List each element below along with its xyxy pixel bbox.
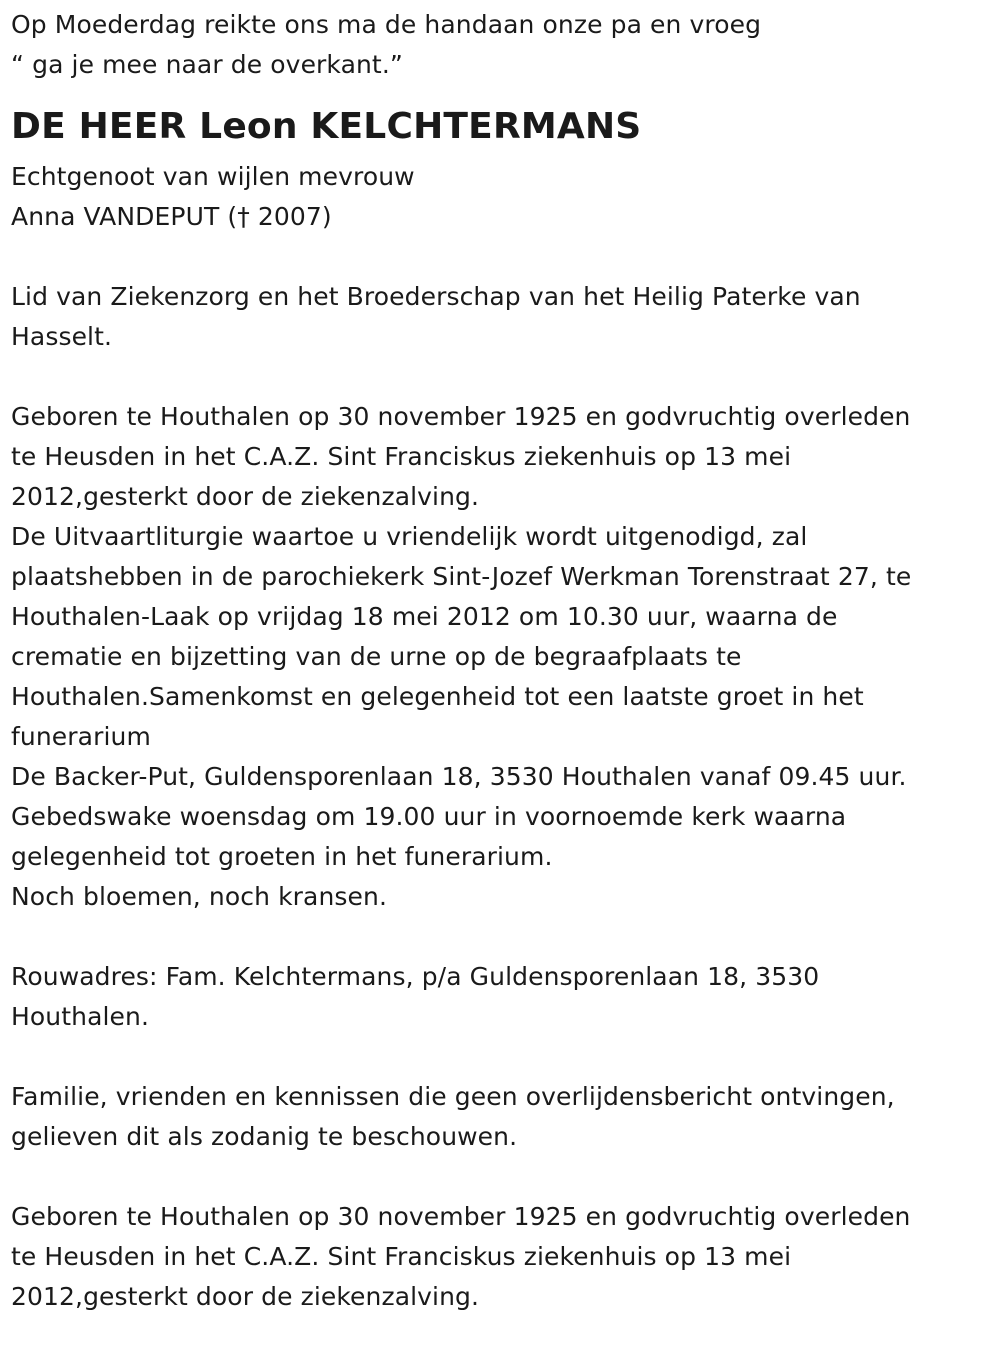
paragraph-line: gelieven dit als zodanig te beschouwen. [11, 1122, 518, 1151]
paragraph-line: plaatshebben in de parochiekerk Sint-Jozef Werkman Torenstraat 27, te [11, 562, 912, 591]
paragraph-line: Houthalen-Laak op vrijdag 18 mei 2012 om 10.30 uur, waarna de [11, 602, 838, 631]
paragraph-line: Lid van Ziekenzorg en het Broederschap van het Heilig Paterke van [11, 282, 861, 311]
paragraph-line: De Uitvaartliturgie waartoe u vriendelijk wordt uitgenodigd, zal [11, 522, 808, 551]
paragraph-line: funerarium [11, 722, 151, 751]
deceased-name: DE HEER Leon KELCHTERMANS [11, 106, 642, 147]
notice-paragraph [11, 1077, 980, 1157]
membership-paragraph [11, 277, 980, 357]
intro-line: Op Moederdag reikte ons ma de handaan onze pa en vroeg [11, 10, 762, 39]
paragraph-line: Hasselt. [11, 322, 113, 351]
paragraph-line: Houthalen.Samenkomst en gelegenheid tot een laatste groet in het [11, 682, 864, 711]
paragraph-line: 2012,gesterkt door de ziekenzalving. [11, 1282, 480, 1311]
details-paragraph [11, 397, 980, 917]
paragraph-line: Geboren te Houthalen op 30 november 1925 en godvruchtig overleden [11, 1202, 911, 1231]
intro-line: “ ga je mee naar de overkant.” [11, 50, 403, 79]
obituary-page [0, 5, 1000, 1353]
paragraph-line: 2012,gesterkt door de ziekenzalving. [11, 482, 480, 511]
paragraph-line: De Backer-Put, Guldensporenlaan 18, 3530 Houthalen vanaf 09.45 uur. [11, 762, 907, 791]
intro-verse [11, 5, 980, 85]
address-paragraph [11, 957, 980, 1037]
spouse-line: Anna VANDEPUT († 2007) [11, 202, 332, 231]
paragraph-line: Gebedswake woensdag om 19.00 uur in voornoemde kerk waarna [11, 802, 847, 831]
paragraph-line: Houthalen. [11, 1002, 150, 1031]
paragraph-line: Noch bloemen, noch kransen. [11, 882, 387, 911]
paragraph-line: Familie, vrienden en kennissen die geen overlijdensbericht ontvingen, [11, 1082, 895, 1111]
repeat-paragraph [11, 1197, 980, 1317]
spouse-line: Echtgenoot van wijlen mevrouw [11, 162, 415, 191]
paragraph-line: Rouwadres: Fam. Kelchtermans, p/a Guldensporenlaan 18, 3530 [11, 962, 820, 991]
paragraph-line: Geboren te Houthalen op 30 november 1925 en godvruchtig overleden [11, 402, 911, 431]
paragraph-line: gelegenheid tot groeten in het funerarium. [11, 842, 553, 871]
spouse-block [11, 157, 980, 237]
paragraph-line: te Heusden in het C.A.Z. Sint Franciskus ziekenhuis op 13 mei [11, 442, 792, 471]
paragraph-line: crematie en bijzetting van de urne op de begraafplaats te [11, 642, 742, 671]
paragraph-line: te Heusden in het C.A.Z. Sint Franciskus ziekenhuis op 13 mei [11, 1242, 792, 1271]
